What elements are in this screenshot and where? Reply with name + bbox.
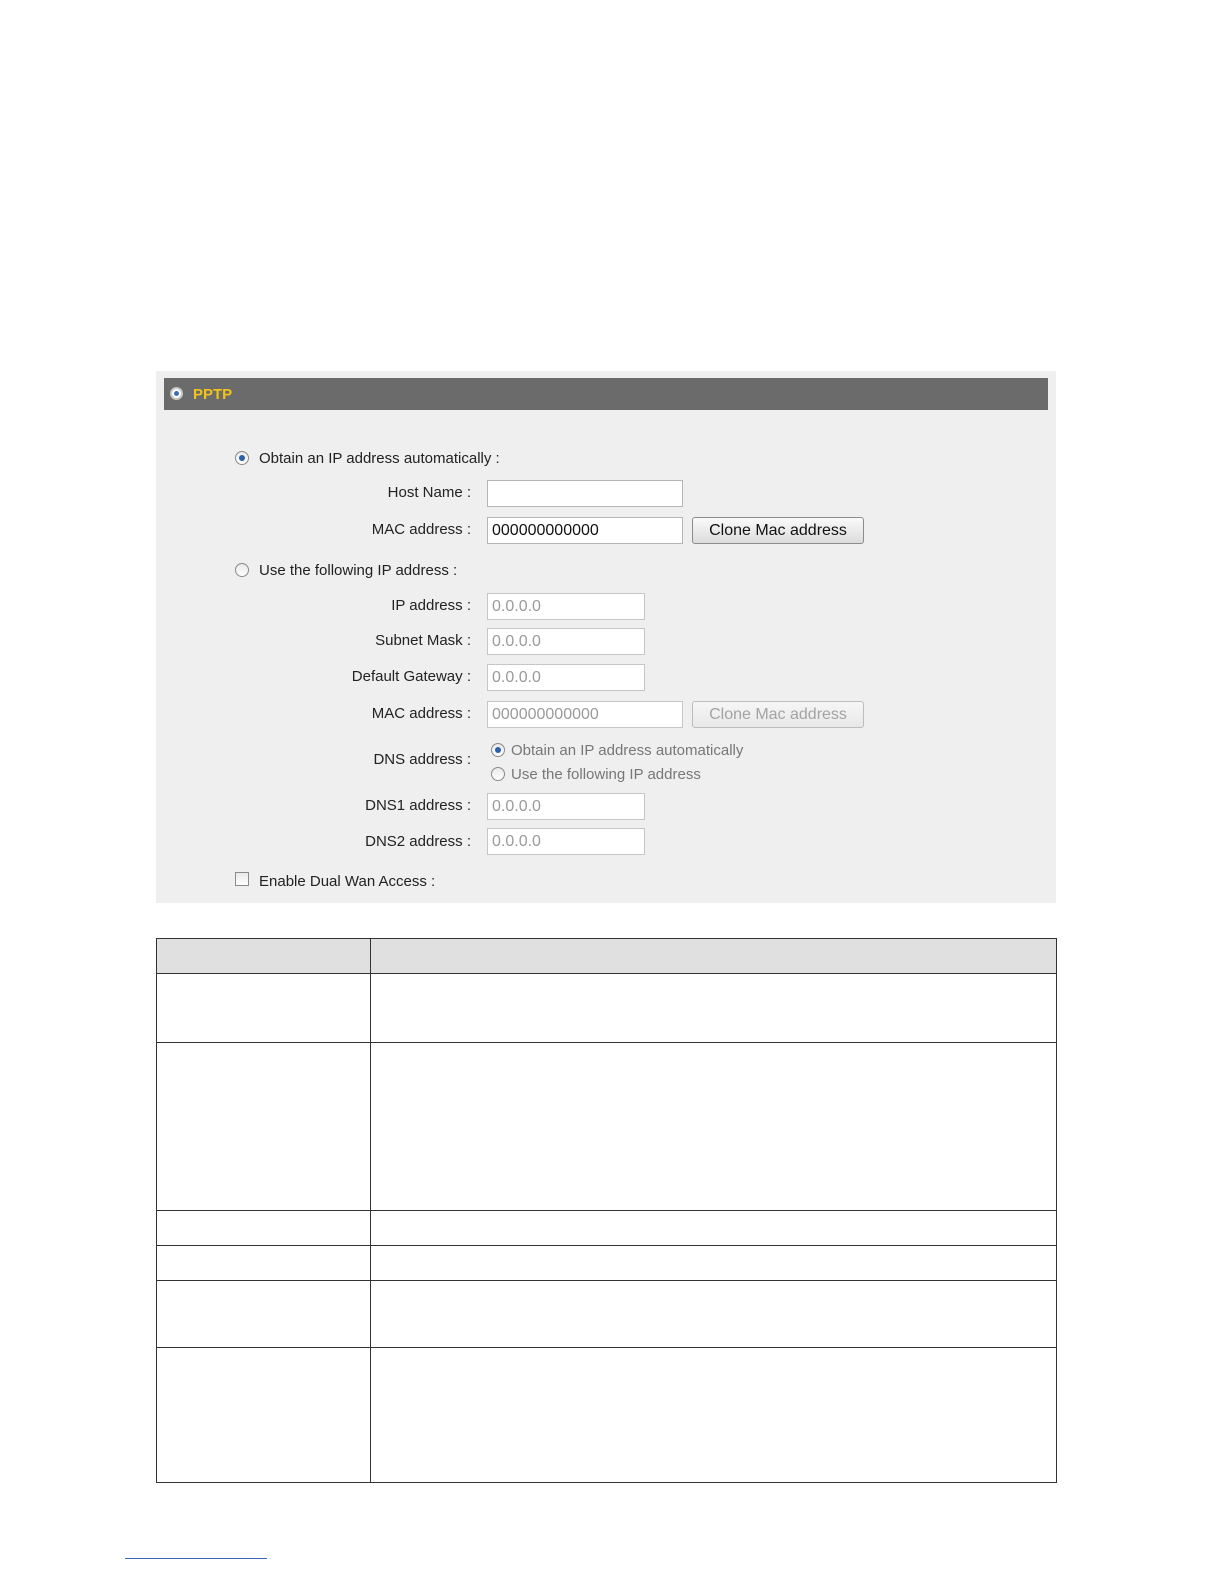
enable-dual-wan-checkbox[interactable] xyxy=(235,872,249,886)
dns1-address-input[interactable]: 0.0.0.0 xyxy=(487,793,645,820)
static-clone-mac-address-button[interactable]: Clone Mac address xyxy=(692,701,864,728)
table-row xyxy=(157,1246,1057,1281)
dns-use-following-label: Use the following IP address xyxy=(511,766,701,783)
dns-address-label: DNS address : xyxy=(373,751,471,768)
footer-link-underline xyxy=(125,1558,267,1559)
description-table xyxy=(156,938,1057,1483)
host-name-input[interactable] xyxy=(487,480,683,507)
dns-obtain-auto-label: Obtain an IP address automatically xyxy=(511,742,744,759)
host-name-label: Host Name : xyxy=(387,484,471,501)
table-header-cell xyxy=(371,939,1057,974)
table-cell xyxy=(157,1348,371,1483)
mac-address-label: MAC address : xyxy=(371,521,471,538)
dns-obtain-auto-radio[interactable] xyxy=(491,743,505,757)
table-cell xyxy=(157,1211,371,1246)
table-row xyxy=(157,1211,1057,1246)
subnet-mask-input[interactable]: 0.0.0.0 xyxy=(487,628,645,655)
table-header-row xyxy=(157,939,1057,974)
static-mac-address-label: MAC address : xyxy=(371,705,471,722)
obtain-ip-auto-label: Obtain an IP address automatically : xyxy=(259,450,500,467)
panel-header xyxy=(164,378,1048,410)
table-cell xyxy=(371,1246,1057,1281)
clone-mac-address-button[interactable]: Clone Mac address xyxy=(692,517,864,544)
mac-address-input[interactable]: 000000000000 xyxy=(487,517,683,544)
subnet-mask-label: Subnet Mask : xyxy=(375,632,471,649)
static-mac-address-input[interactable]: 000000000000 xyxy=(487,701,683,728)
table-cell xyxy=(371,1348,1057,1483)
default-gateway-label: Default Gateway : xyxy=(351,668,471,685)
table-row xyxy=(157,1348,1057,1483)
table-cell xyxy=(371,1043,1057,1211)
table-cell xyxy=(157,974,371,1043)
pptp-settings-panel xyxy=(156,371,1056,903)
table-cell xyxy=(371,1281,1057,1348)
table-row xyxy=(157,974,1057,1043)
dns2-address-input[interactable]: 0.0.0.0 xyxy=(487,828,645,855)
dns1-address-label: DNS1 address : xyxy=(365,797,471,814)
table-cell xyxy=(371,1211,1057,1246)
table-cell xyxy=(157,1043,371,1211)
enable-dual-wan-label: Enable Dual Wan Access : xyxy=(259,873,436,890)
dns-use-following-radio[interactable] xyxy=(491,767,505,781)
default-gateway-input[interactable]: 0.0.0.0 xyxy=(487,664,645,691)
table-header-cell xyxy=(157,939,371,974)
panel-title: PPTP xyxy=(193,386,233,403)
dns2-address-label: DNS2 address : xyxy=(365,833,471,850)
ip-address-label: IP address : xyxy=(391,597,471,614)
table-row xyxy=(157,1281,1057,1348)
table-cell xyxy=(371,974,1057,1043)
use-following-ip-label: Use the following IP address : xyxy=(259,562,458,579)
obtain-ip-auto-radio[interactable] xyxy=(235,451,249,465)
use-following-ip-radio[interactable] xyxy=(235,563,249,577)
ip-address-input[interactable]: 0.0.0.0 xyxy=(487,593,645,620)
header-bullet-icon xyxy=(170,387,183,400)
table-cell xyxy=(157,1281,371,1348)
table-cell xyxy=(157,1246,371,1281)
table-row xyxy=(157,1043,1057,1211)
